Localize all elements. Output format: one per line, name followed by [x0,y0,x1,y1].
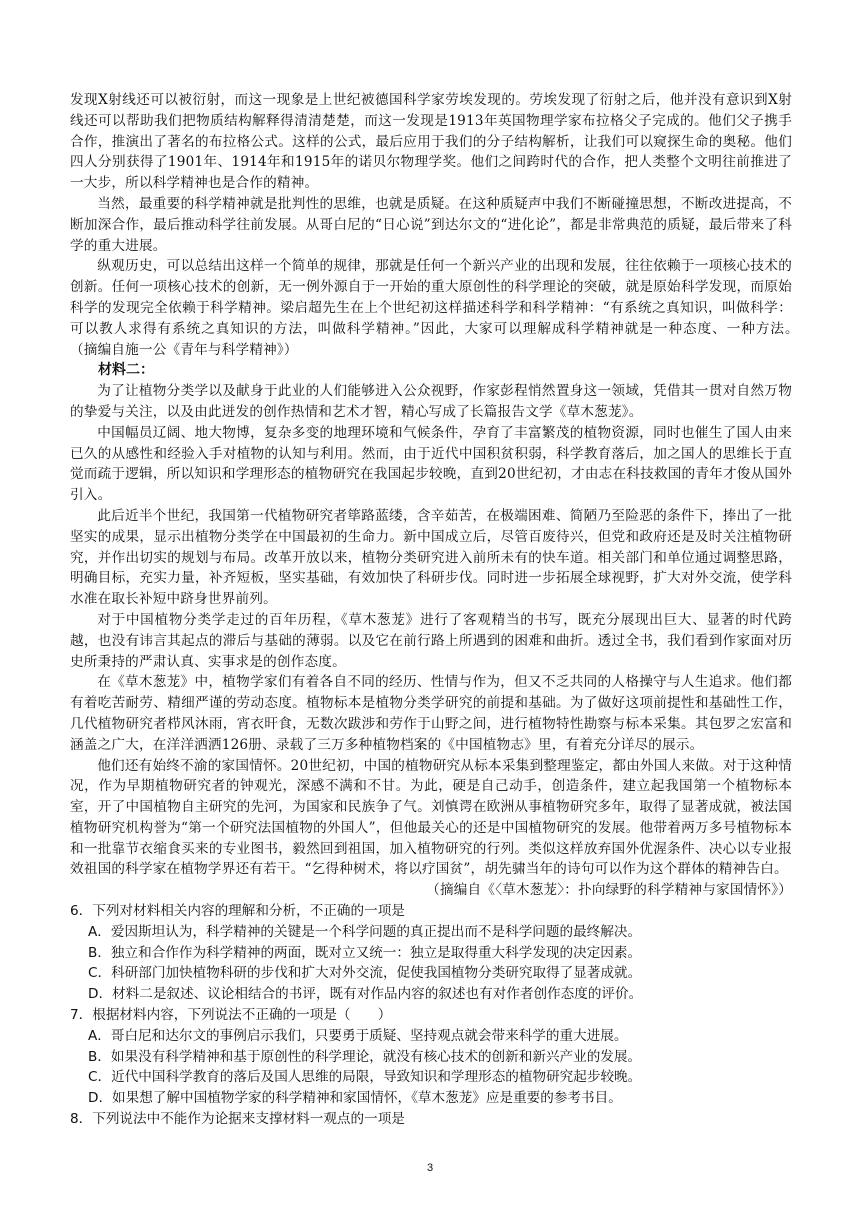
question-7-stem: 7．根据材料内容，下列说法不正确的一项是（ ） [70,1007,392,1024]
material2-paragraph-1: 为了让植物分类学以及献身于此业的人们能够进入公众视野，作家彭程悄然置身这一领域，凭借其一贯对自然万物的挚爱与关注，以及由此迸发的创作热情和艺术才智，精心写成了长篇报告文学《草木葱茏》。 [70,383,792,420]
question-7-option-b: B．如果没有科学精神和基于原创性的科学理论，就没有核心技术的创新和新兴产业的发展。 [88,1048,642,1065]
material2-paragraph-3: 此后近半个世纪，我国第一代植物研究者筚路蓝缕，含辛茹苦，在极端困难、简陋乃至险恶的条件下，捧出了一批坚实的成果，显示出植物分类学在中国最初的生命力。新中国成立后，尽管百废待兴，但党和政府还是及时关注植物研究，并作出切实的规划与布局。改革开放以来，植物分类研究进入前所未有的快车道。相关部门和单位通过调整思路，明确目标，充实力量，补齐短板，坚实基础，有效加快了科研步伐。同时进一步拓展全球视野，扩大对外交流，使学科水准在取长补短中跻身世界前列。 [70,507,792,608]
material2-source: （摘编自《〈草木葱茏〉：扑向绿野的科学精神与家国情怀》） [426,882,792,899]
material1-paragraph-3-text: 纵观历史，可以总结出这样一个简单的规律，那就是任何一个新兴产业的出现和发展，往往依赖于一项核心技术的创新。任何一项核心技术的创新，无一例外源自于一开始的重大原创性的科学理论的突破，就是原始科学发现，而原始科学的发现完全依赖于科学精神。梁启超先生在上个世纪初这样描述科学和科学精神：“有系统之真知识，叫做科学：可以教人求得有系统之真知识的方法，叫做科学精神。”因此，大家可以理解成科学精神就是一种态度、一种方法。 [70,258,792,337]
material2-paragraph-4: 对于中国植物分类学走过的百年历程，《草木葱茏》进行了客观精当的书写，既充分展现出巨大、显著的时代跨越，也没有讳言其起点的滞后与基础的薄弱。以及它在前行路上所遇到的困难和曲折。透过全书，我们看到作家面对历史所秉持的严肃认真、实事求是的创作态度。 [70,611,792,670]
material1-paragraph-2: 当然，最重要的科学精神就是批判性的思维，也就是质疑。在这种质疑声中我们不断碰撞思想，不断改进提高，不断加深合作，最后推动科学往前发展。从哥白尼的“日心说”到达尔文的“进化论”，都是非常典范的质疑，最后带来了科学的重大进展。 [70,195,792,254]
question-7-option-c: C．近代中国科学教育的落后及国人思维的局限，导致知识和学理形态的植物研究起步较晚。 [88,1069,642,1086]
material2-paragraph-5: 在《草木葱茏》中，植物学家们有着各自不同的经历、性情与作为，但又不乏共同的人格操守与人生追求。他们都有着吃苦耐劳、精细严谨的劳动态度。植物标本是植物分类学研究的前提和基础。为了做好这项前提性和基础性工作，几代植物研究者栉风沐雨，宵衣旰食，无数次跋涉和劳作于山野之间，进行植物特性勘察与标本采集。其包罗之宏富和涵盖之广大，在洋洋洒洒126册、录载了三万多种植物档案的《中国植物志》里，有着充分详尽的展示。 [70,674,792,753]
question-7-option-d: D．如果想了解中国植物学家的科学精神和家国情怀，《草木葱茏》应是重要的参考书目。 [88,1090,622,1107]
question-7-option-a: A．哥白尼和达尔文的事例启示我们，只要勇于质疑、坚持观点就会带来科学的重大进展。 [88,1027,628,1044]
material2-heading: 材料二： [98,362,154,379]
question-6-option-d: D．材料二是叙述、议论相结合的书评，既有对作品内容的叙述也有对作者创作态度的评价。 [88,986,643,1003]
question-6-option-a: A．爱因斯坦认为，科学精神的关键是一个科学问题的真正提出而不是科学问题的最终解决。 [88,923,642,940]
page-number: 3 [426,1162,434,1174]
material1-paragraph-3 [70,256,792,360]
material1-paragraph-1: 发现X射线还可以被衍射，而这一现象是上世纪被德国科学家劳埃发现的。劳埃发现了衍射之后，他并没有意识到X射线还可以帮助我们把物质结构解释得清清楚楚，而这一发现是1913年英国物理学家布拉格父子完成的。他们父子携手合作，推演出了著名的布拉格公式。这样的公式，最后应用于我们的分子结构解析，让我们可以窥探生命的奥秘。他们四人分别获得了1901年、1914年和1915年的诺贝尔物理学奖。他们之间跨时代的合作，把人类整个文明往前推进了一大步，所以科学精神也是合作的精神。 [70,92,792,192]
question-8-stem: 8．下列说法中不能作为论据来支撑材料一观点的一项是 [70,1111,405,1128]
question-6-option-c: C．科研部门加快植物科研的步伐和扩大对外交流，促使我国植物分类研究取得了显著成就。 [88,965,642,982]
material2-paragraph-2: 中国幅员辽阔、地大物博，复杂多变的地理环境和气候条件，孕育了丰富繁茂的植物资源，同时也催生了国人由来已久的从感性和经验入手对植物的认知与利用。然而，由于近代中国积贫积弱，科学教育落后，加之国人的思维长于直觉而疏于逻辑，所以知识和学理形态的植物研究在我国起步较晚，直到20世纪初，才由志在科技救国的青年才俊从国外引入。 [70,424,792,504]
material1-source: （摘编自施一公《青年与科学精神》） [70,341,298,358]
material2-paragraph-6: 他们还有始终不渝的家国情怀。20世纪初，中国的植物研究从标本采集到整理鉴定，都由外国人来做。对于这种情况，作为早期植物研究者的钟观光，深感不满和不甘。为此，硬是自己动手，创造条件，建立起我国第一个植物标本室，开了中国植物自主研究的先河，为国家和民族争了气。刘慎谔在欧洲从事植物研究多年，取得了显著成就，被法国植物研究机构誉为“第一个研究法国植物的外国人”，但他最关心的还是中国植物研究的发展。他带着两万多号植物标本和一批靠节衣缩食买来的专业图书，毅然回到祖国，加入植物研究的行列。类似这样放弃国外优渥条件、决心以专业报效祖国的科学家在植物学界还有若干。“乞得种树术，将以疗国贫”，胡先骕当年的诗句可以作为这个群体的精神告白。 [70,757,792,878]
question-6-option-b: B．独立和合作作为科学精神的两面，既对立又统一：独立是取得重大科学发现的决定因素。 [88,944,642,961]
question-6-stem: 6．下列对材料相关内容的理解和分析，不正确的一项是 [70,903,405,920]
document-page [70,90,792,1130]
